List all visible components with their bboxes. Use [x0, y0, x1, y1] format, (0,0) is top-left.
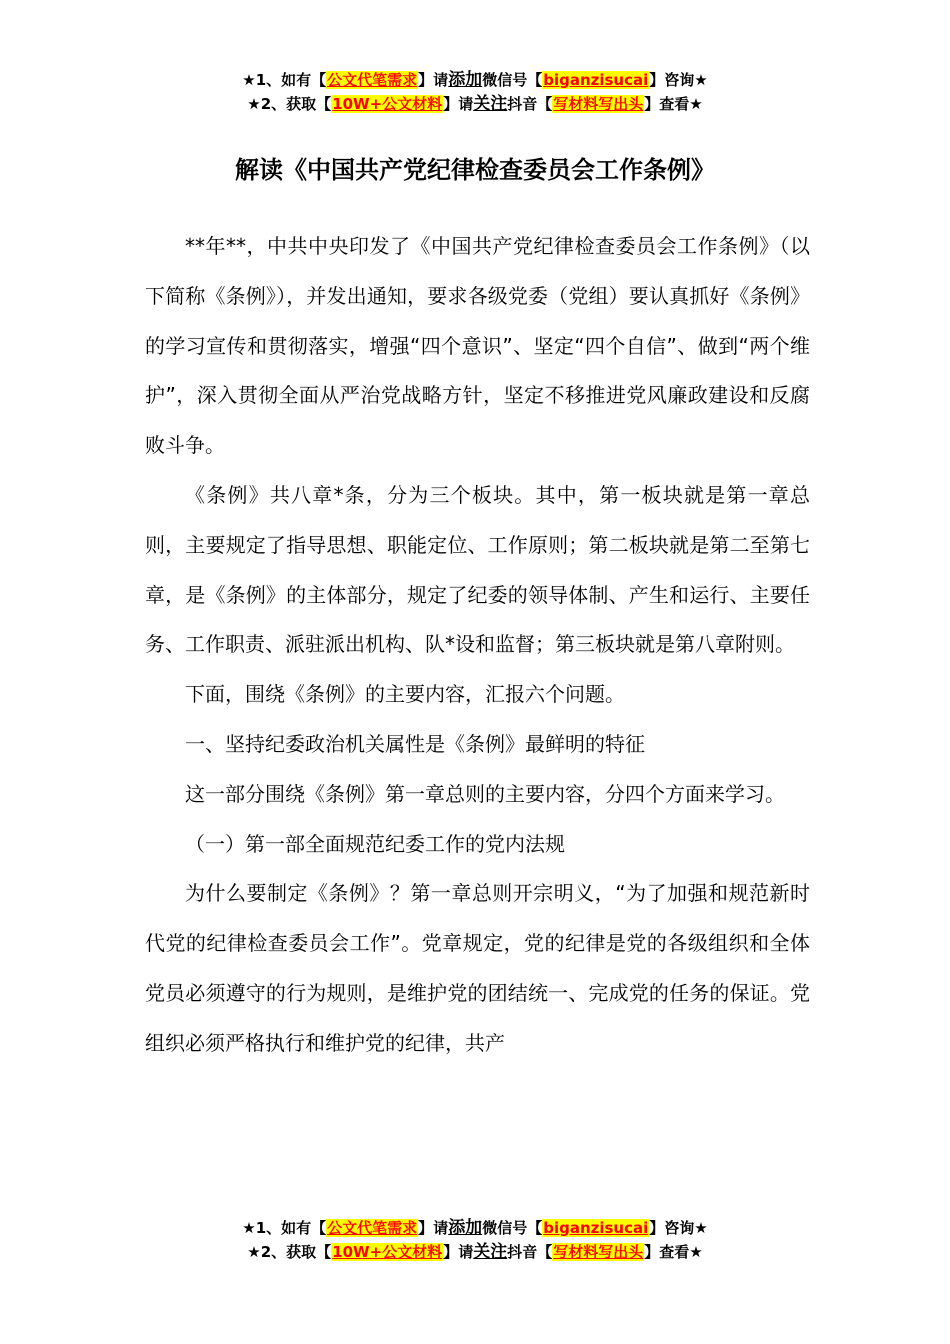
- banner-line-2: ★2、获取【10W+公文材料】请关注抖音【写材料写出头】查看★: [247, 1242, 703, 1262]
- document-title: 解读《中国共产党纪律检查委员会工作条例》: [235, 156, 715, 184]
- header-banner: [0, 68, 950, 116]
- section-heading: 一、坚持纪委政治机关属性是《条例》最鲜明的特征: [185, 731, 645, 756]
- paragraph: 这一部分围绕《条例》第一章总则的主要内容，分四个方面来学习。: [185, 781, 785, 806]
- paragraph: 为什么要制定《条例》？第一章总则开宗明义，“为了加强和规范新时代党的纪律检查委员会工作”。党章规定，党的纪律是党的各级组织和全体党员必须遵守的行为规则，是维护党的团结统一、完成党的任务的保证。党组织必须严格执行和维护党的纪律，共产: [145, 881, 810, 1055]
- paragraph: 下面，围绕《条例》的主要内容，汇报六个问题。: [185, 682, 625, 707]
- wechat-id-highlight: biganzisucai: [543, 1219, 649, 1237]
- banner-line-1: ★1、如有【公文代笔需求】请添加微信号【biganzisucai】咨询★: [242, 70, 708, 90]
- banner-line-2: ★2、获取【10W+公文材料】请关注抖音【写材料写出头】查看★: [247, 94, 703, 114]
- paragraph: 《条例》共八章*条，分为三个板块。其中，第一板块就是第一章总则，主要规定了指导思想、职能定位、工作原则；第二板块就是第二至第七章，是《条例》的主体部分，规定了纪委的领导体制、产生和运行、主要任务、工作职责、派驻派出机构、队*设和监督；第三板块就是第八章附则。: [145, 482, 810, 657]
- paragraph: **年**，中共中央印发了《中国共产党纪律检查委员会工作条例》（以下简称《条例》），并发出通知，要求各级党委（党组）要认真抓好《条例》的学习宣传和贯彻落实，增强“四个意识”、坚定“四个自信”、做到“两个维护”，深入贯彻全面从严治党战略方针，坚定不移推进党风廉政建设和反腐败斗争。: [145, 234, 810, 458]
- footer-banner: [0, 1216, 950, 1264]
- banner-line-1: ★1、如有【公文代笔需求】请添加微信号【biganzisucai】咨询★: [242, 1218, 708, 1238]
- document-body: [145, 222, 810, 1069]
- wechat-id-highlight: biganzisucai: [543, 71, 649, 89]
- douyin-account-highlight: 写材料写出头: [553, 1243, 644, 1261]
- subsection-heading: （一）第一部全面规范纪委工作的党内法规: [185, 831, 565, 856]
- material-highlight: 10W+公文材料: [332, 1243, 443, 1261]
- douyin-account-highlight: 写材料写出头: [553, 95, 644, 113]
- service-highlight: 公文代笔需求: [327, 1219, 418, 1237]
- service-highlight: 公文代笔需求: [327, 71, 418, 89]
- material-highlight: 10W+公文材料: [332, 95, 443, 113]
